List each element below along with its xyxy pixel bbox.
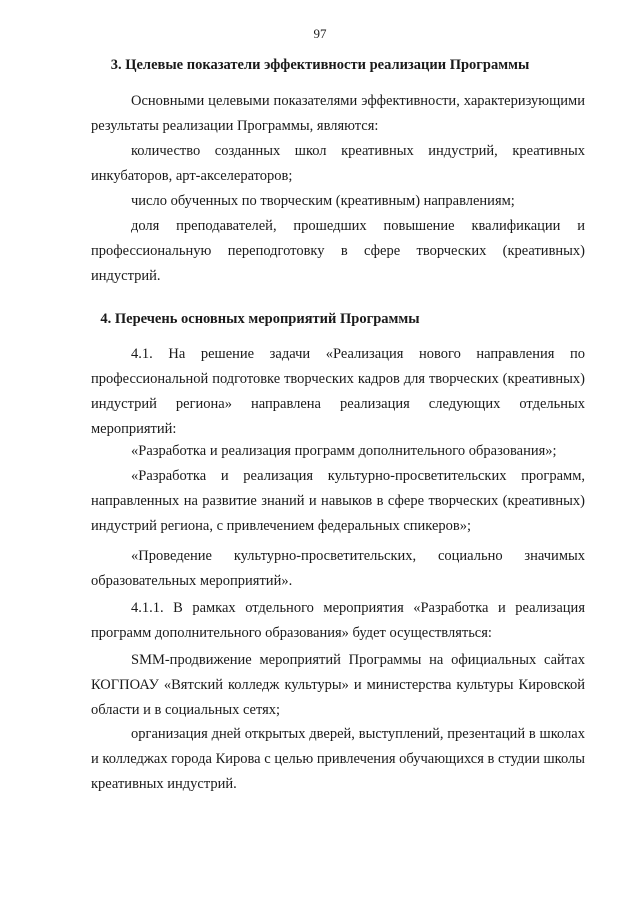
section-4-paragraph-4: «Проведение культурно-просветительских, социально значимых образовательных мероприятий». [91,548,585,589]
section-4-paragraph-3: «Разработка и реализация культурно-просветительских программ, направленных на развитие знаний и навыков в сфере творческих (креативных) индустрий региона, с привлечением федеральных спикеров»; [91,468,585,534]
section-4-heading: 4. Перечень основных мероприятий Программы [100,311,420,327]
section-3-paragraph-2: количество созданных школ креативных индустрий, креативных инкубаторов, арт-акселераторов; [91,143,585,184]
section-3-paragraph-4: доля преподавателей, прошедших повышение квалификации и профессиональную переподготовку в сфере творческих (креативных) индустрий. [91,218,585,284]
section-4-paragraph-7: организация дней открытых дверей, выступлений, презентаций в школах и колледжах города Кирова с целью привлечения обучающихся в студии школы креативных индустрий. [91,726,585,792]
section-3-paragraph-3: число обученных по творческим (креативным) направлениям; [131,193,515,209]
section-3-paragraph-1: Основными целевыми показателями эффективности, характеризующими результаты реализации Программы, являются: [91,93,585,134]
section-3-heading: 3. Целевые показатели эффективности реализации Программы [110,57,530,73]
section-4-paragraph-1: 4.1. На решение задачи «Реализация нового направления по профессиональной подготовке творческих кадров для творческих (креативных) индустрий региона» направлена реализация следующих отдельных мероприятий: [91,346,585,437]
page-number: 97 [313,26,327,41]
section-4-paragraph-6: SMM-продвижение мероприятий Программы на официальных сайтах КОГПОАУ «Вятский колледж культуры» и министерства культуры Кировской области и в социальных сетях; [91,652,585,718]
section-4-paragraph-5: 4.1.1. В рамках отдельного мероприятия «Разработка и реализация программ дополнительного образования» будет осуществляться: [91,600,585,641]
section-4-paragraph-2: «Разработка и реализация программ дополнительного образования»; [131,443,557,459]
